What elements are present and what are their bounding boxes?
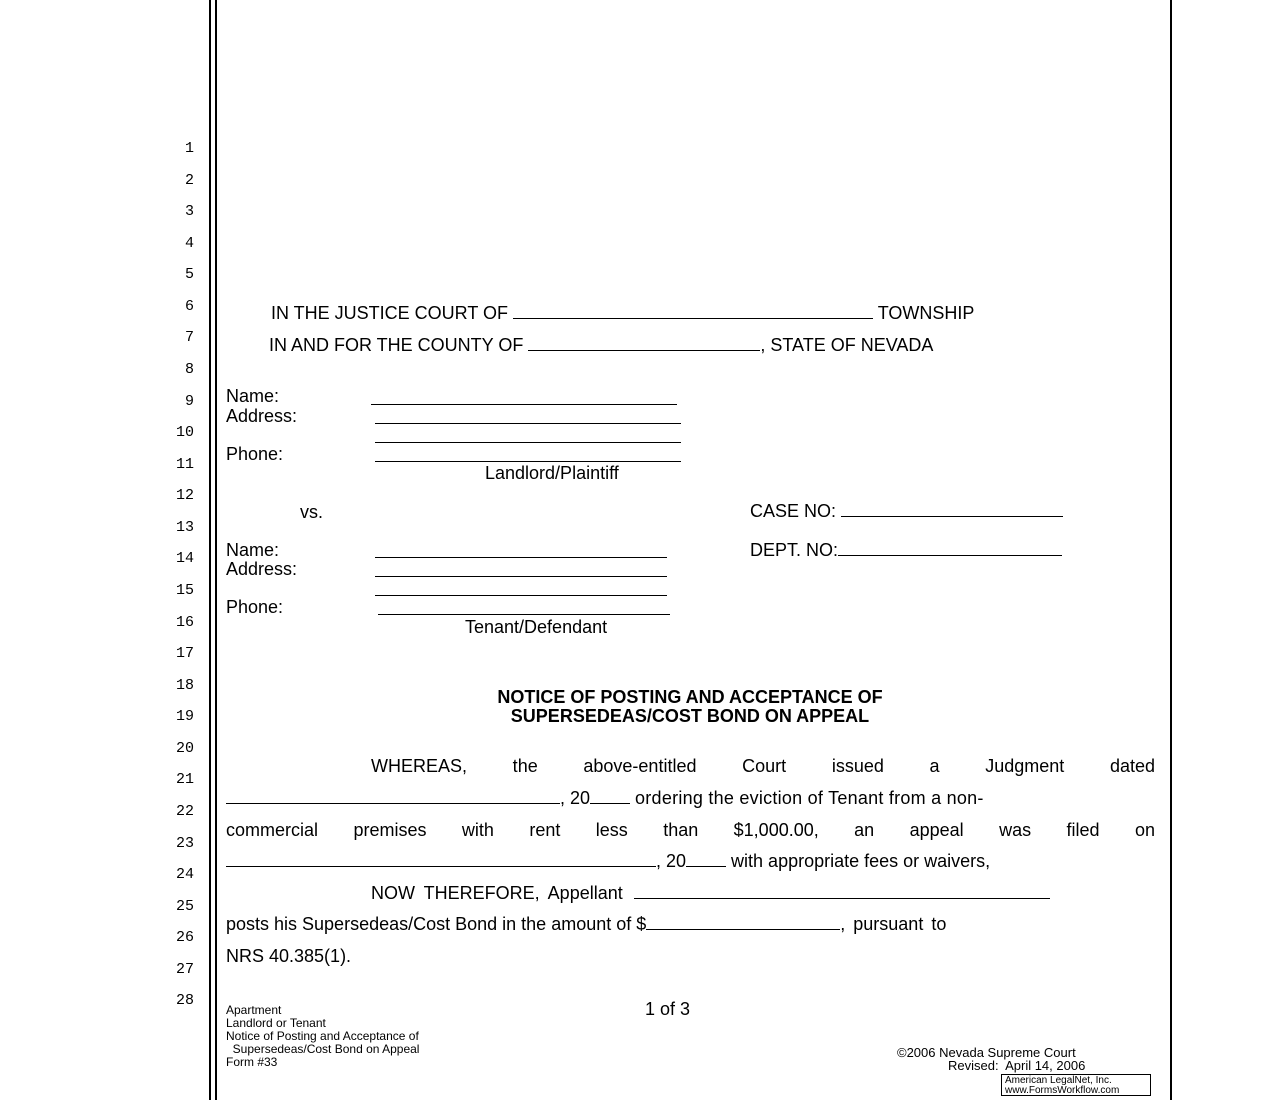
line-number: 24: [175, 866, 194, 883]
whereas-text: WHEREAS, the above-entitled Court issued a Judgment dated: [371, 756, 1155, 776]
township-label: TOWNSHIP: [877, 303, 975, 323]
line-number: 16: [175, 614, 194, 631]
plaintiff-address-field-2[interactable]: [375, 442, 681, 443]
stamp-line1: American LegalNet, Inc.: [1005, 1075, 1112, 1086]
publisher-stamp: [1001, 1074, 1151, 1096]
line-number: 8: [184, 361, 194, 378]
defendant-role: Tenant/Defendant: [465, 617, 608, 637]
body-line-7: [226, 945, 351, 967]
posts-text: posts his Supersedeas/Cost Bond in the amount of $: [226, 914, 647, 934]
line-number: 7: [184, 329, 194, 346]
line-number: 12: [175, 487, 194, 504]
township-field[interactable]: [513, 302, 873, 319]
footer-line: Form #33: [226, 1055, 278, 1069]
line-number: 5: [184, 266, 194, 283]
plaintiff-address-field-1[interactable]: [375, 423, 681, 424]
line-number: 22: [175, 803, 194, 820]
defendant-phone-label: Phone:: [226, 597, 284, 617]
line-number: 25: [175, 898, 194, 915]
line-number: 26: [175, 929, 194, 946]
defendant-address-label: Address:: [226, 559, 298, 579]
line-number: 9: [184, 393, 194, 410]
county-field[interactable]: [528, 334, 760, 351]
body-line-4: [226, 850, 990, 872]
line-number: 4: [184, 235, 194, 252]
plaintiff-role: Landlord/Plaintiff: [485, 463, 619, 483]
plaintiff-name-label: Name:: [226, 386, 280, 406]
document-title-line2: SUPERSEDEAS/COST BOND ON APPEAL: [510, 706, 870, 726]
dept-no-line: [750, 539, 1062, 561]
footer-line: Notice of Posting and Acceptance of: [226, 1029, 419, 1043]
page-number: 1 of 3: [645, 999, 691, 1019]
line-number: 21: [175, 771, 194, 788]
line-number: 3: [184, 203, 194, 220]
defendant-address-field-1[interactable]: [375, 576, 667, 577]
line-number: 18: [175, 677, 194, 694]
county-line: [269, 334, 933, 356]
left-margin-rule-outer: [209, 0, 211, 1100]
line-number: 10: [175, 424, 194, 441]
case-no-field[interactable]: [841, 500, 1063, 517]
line-number: 1: [184, 140, 194, 157]
footer-line: Landlord or Tenant: [226, 1016, 326, 1030]
state-label: , STATE OF NEVADA: [760, 335, 934, 355]
line-number: 6: [184, 298, 194, 315]
court-line: [271, 302, 974, 324]
right-margin-rule: [1170, 0, 1172, 1100]
nrs-text: NRS 40.385(1).: [226, 946, 352, 966]
defendant-address-field-2[interactable]: [375, 595, 667, 596]
document-title-line1: NOTICE OF POSTING AND ACCEPTANCE OF: [497, 687, 883, 707]
body-line-5: [371, 882, 1050, 904]
line-number: 19: [175, 708, 194, 725]
footer-line: Supersedeas/Cost Bond on Appeal: [226, 1042, 420, 1056]
appellant-field[interactable]: [634, 882, 1050, 899]
body-line-3: [226, 819, 1155, 841]
line-number: 2: [184, 172, 194, 189]
court-prefix: IN THE JUSTICE COURT OF: [271, 303, 509, 323]
now-therefore-text: NOW THEREFORE, Appellant: [371, 883, 623, 903]
revised-date: Revised: April 14, 2006: [948, 1058, 1086, 1073]
commercial-text: commercial premises with rent less than $1,000.00, an appeal was filed on: [226, 820, 1155, 840]
body-line-whereas: [226, 755, 1155, 777]
defendant-name-field[interactable]: [375, 557, 667, 558]
county-prefix: IN AND FOR THE COUNTY OF: [269, 335, 524, 355]
plaintiff-address-label: Address:: [226, 406, 298, 426]
line-number: 11: [175, 456, 194, 473]
plaintiff-phone-label: Phone:: [226, 444, 284, 464]
appeal-year-field[interactable]: [686, 850, 726, 867]
versus-label: vs.: [300, 502, 324, 522]
line-number: 13: [175, 519, 194, 536]
line-number: 15: [175, 582, 194, 599]
copyright: ©2006 Nevada Supreme Court: [897, 1045, 1076, 1060]
year-prefix-2: , 20: [656, 851, 687, 871]
dept-no-label: DEPT. NO:: [750, 540, 839, 560]
judgment-date-field[interactable]: [226, 787, 560, 804]
line-number: 17: [175, 645, 194, 662]
stamp-line2: www.FormsWorkflow.com: [1005, 1085, 1120, 1096]
judgment-year-field[interactable]: [590, 787, 630, 804]
bond-amount-field[interactable]: [646, 913, 840, 930]
ordering-text: ordering the eviction of Tenant from a non-: [635, 788, 984, 808]
body-line-6: [226, 913, 946, 935]
line-number: 27: [175, 961, 194, 978]
line-number: 20: [175, 740, 194, 757]
case-no-label: CASE NO:: [750, 501, 837, 521]
plaintiff-name-field[interactable]: [371, 404, 677, 405]
dept-no-field[interactable]: [838, 539, 1062, 556]
case-no-line: [750, 500, 1063, 522]
appeal-date-field[interactable]: [226, 850, 656, 867]
pursuant-text: , pursuant to: [840, 914, 947, 934]
line-number: 14: [175, 550, 194, 567]
year-prefix-1: , 20: [560, 788, 591, 808]
footer-left: [226, 1004, 419, 1069]
defendant-phone-field[interactable]: [378, 614, 670, 615]
line-number: 23: [175, 835, 194, 852]
body-line-2: [226, 787, 984, 809]
line-number: 28: [175, 992, 194, 1009]
left-margin-rule-inner: [215, 0, 217, 1100]
fees-text: with appropriate fees or waivers,: [731, 851, 991, 871]
defendant-name-label: Name:: [226, 540, 280, 560]
footer-line: Apartment: [226, 1003, 282, 1017]
